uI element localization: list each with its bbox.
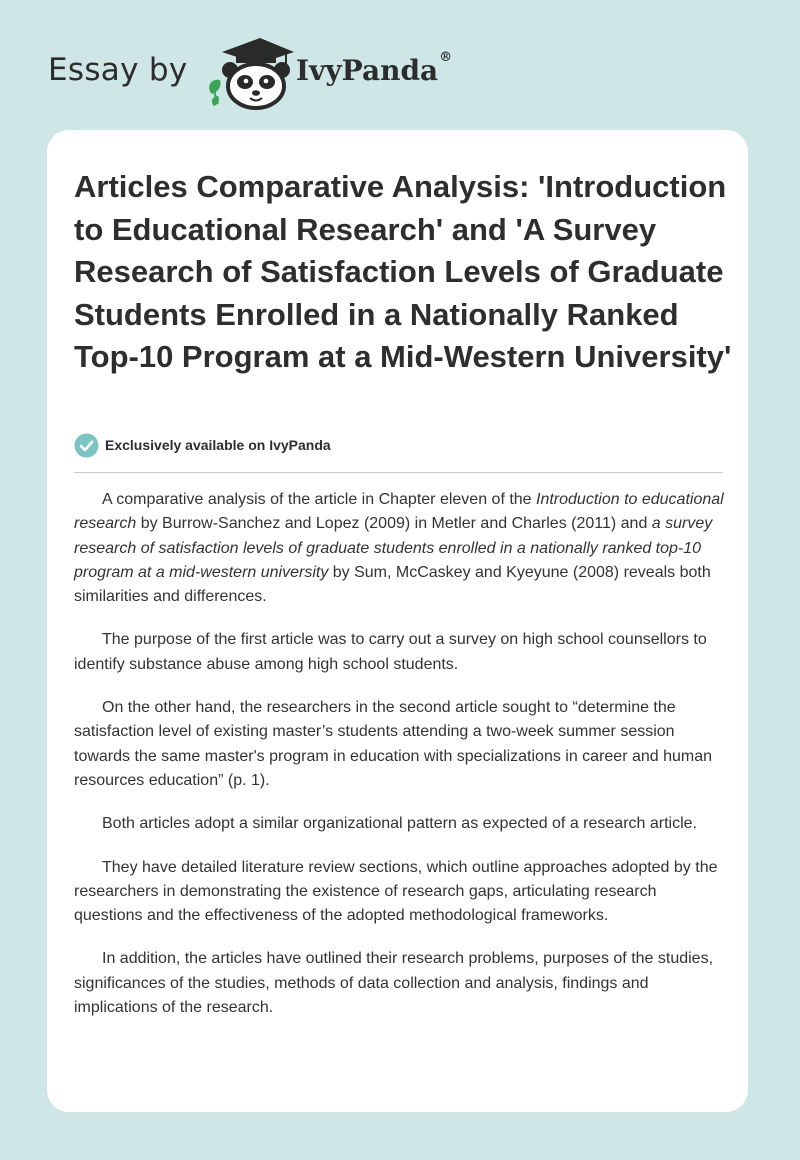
exclusive-badge	[74, 432, 331, 458]
paragraph-5: They have detailed literature review sections, which outline approaches adopted by the researchers in demonstrating the existence of research gaps, articulating research questions and the effectiveness of the adopted methodological frameworks.	[74, 858, 718, 925]
paragraph-4: Both articles adopt a similar organizational pattern as expected of a research article.	[102, 815, 697, 833]
p1-italic-title-2: a survey research of satisfaction levels of graduate students enrolled in a nationally ranked top-10 program at a mid-western university	[74, 515, 713, 581]
article-card	[47, 130, 748, 1112]
paragraph-3: On the other hand, the researchers in the second article sought to “determine the satisfaction level of existing master’s students attending a two-week summer session towards the same master's program in education with specializations in career and human resources education” (p. 1).	[74, 699, 713, 789]
brand-name	[296, 50, 453, 87]
p1-text-c: by Burrow-Sanchez and Lopez (2009) in Metler and Charles (2011) and	[136, 515, 652, 533]
check-circle-icon	[74, 433, 99, 458]
brand-name-text: IvyPanda	[296, 54, 439, 87]
panda-graduate-icon	[202, 34, 294, 110]
brand-header	[48, 34, 508, 110]
paragraph-2: The purpose of the first article was to carry out a survey on high school counsellors to identify substance abuse among high school students.	[74, 631, 707, 673]
divider	[74, 472, 723, 473]
p1-italic-title-1: Introduction to educational research	[74, 491, 724, 533]
article-body	[74, 488, 725, 1039]
article-title: Articles Comparative Analysis: 'Introduction to Educational Research' and 'A Survey Research of Satisfaction Levels of Graduate Students Enrolled in a Nationally Ranked Top-10 Program at a Mid-Western University'	[74, 169, 732, 374]
exclusive-badge-label: Exclusively available on IvyPanda	[105, 437, 331, 453]
registered-mark: ®	[439, 50, 453, 65]
p1-text-e: by Sum, McCaskey and Kyeyune (2008) reveals both similarities and differences.	[74, 563, 711, 606]
paragraph-1	[74, 488, 725, 609]
p1-text-a: A comparative analysis of the article in Chapter eleven of the	[102, 491, 537, 508]
brand-prefix: Essay by	[48, 52, 188, 88]
paragraph-6: In addition, the articles have outlined their research problems, purposes of the studies, significances of the studies, methods of data collection and analysis, findings and implications of the research.	[74, 950, 714, 1017]
